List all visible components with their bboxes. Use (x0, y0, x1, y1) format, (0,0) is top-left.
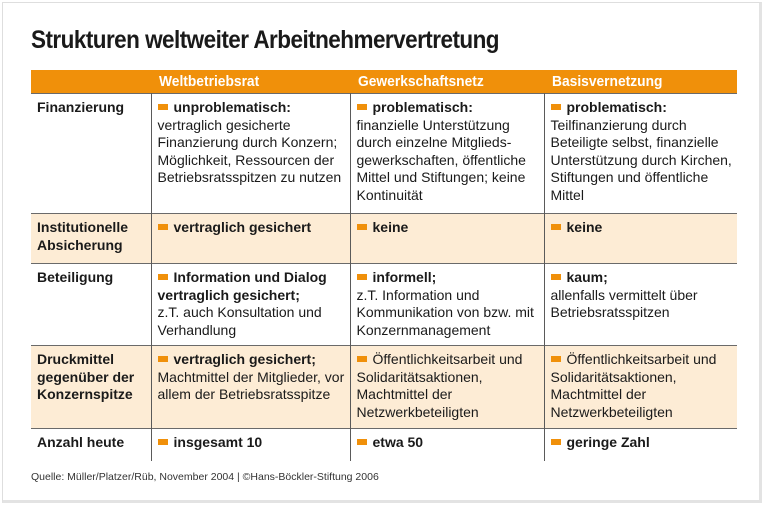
row-label: Beteiligung (37, 269, 114, 285)
bullet-icon (551, 274, 561, 280)
row-label: Anzahl heute (37, 434, 125, 450)
header-empty (31, 70, 151, 94)
table-row-beteiligung (31, 264, 737, 346)
table-row-druckmittel (31, 346, 737, 429)
bullet-icon (357, 439, 367, 445)
header-gewerkschaftsnetz: Gewerkschaftsnetz (350, 70, 544, 94)
table-cell: problematisch: finanzielle Unterstützung durch einzelne Mitgliedsgewerkschaften, öffentliche Mittel und Stiftungen; keine Kontinuität (350, 94, 544, 214)
header-basisvernetzung: Basisvernetzung (544, 70, 737, 94)
row-label: Institutionelle Absicherung (31, 214, 151, 264)
bullet-icon (158, 104, 168, 110)
table-cell: informell; z.T. Information und Kommunikation von bzw. mit Konzernmanagement (350, 264, 544, 346)
table-row-finanzierung (31, 94, 737, 214)
table-cell: vertraglich gesichert; Machtmittel der Mitglieder, vor allem der Betriebsratsspitze (151, 346, 350, 429)
bullet-icon (357, 274, 367, 280)
table-cell: unproblematisch: vertraglich gesicherte Finanzierung durch Konzern; Möglichkeit, Ressourcen der Betriebsratsspitzen zu nutzen (151, 94, 350, 214)
table-cell: keine (544, 214, 737, 264)
row-label: Druckmittel gegenüber der Konzernspitze (31, 346, 151, 429)
table-row-institutionelle-absicherung (31, 214, 737, 264)
table-cell: insgesamt 10 (151, 429, 350, 461)
row-label: Finanzierung (37, 99, 125, 115)
table-cell: keine (350, 214, 544, 264)
table-cell: kaum; allenfalls vermittelt über Betriebsratsspitzen (544, 264, 737, 346)
bullet-icon (158, 439, 168, 445)
table-header-row (31, 70, 737, 94)
header-weltbetriebsrat: Weltbetriebsrat (151, 70, 350, 94)
table-cell: Information und Dialog vertraglich gesichert; z.T. auch Konsultation und Verhandlung (151, 264, 350, 346)
bullet-icon (158, 356, 168, 362)
bullet-icon (357, 224, 367, 230)
page-title: Strukturen weltweiter Arbeitnehmervertretung (31, 26, 500, 54)
bullet-icon (551, 104, 561, 110)
table-cell: problematisch: Teilfinanzierung durch Beteiligte selbst, finanzielle Unterstützung durch Kirchen, Stiftungen und öffentliche Mittel (544, 94, 737, 214)
table-cell: vertraglich gesichert (151, 214, 350, 264)
source-credit: Quelle: Müller/Platzer/Rüb, November 2004 | ©Hans-Böckler-Stiftung 2006 (31, 471, 379, 483)
bullet-icon (551, 439, 561, 445)
bullet-icon (551, 356, 561, 362)
bullet-icon (158, 274, 168, 280)
table-cell: Öffentlichkeitsarbeit und Solidaritätsaktionen, Machtmittel der Netzwerkbeteiligten (350, 346, 544, 429)
bullet-icon (551, 224, 561, 230)
comparison-table (31, 70, 737, 461)
bullet-icon (158, 224, 168, 230)
bullet-icon (357, 104, 367, 110)
table-cell: etwa 50 (350, 429, 544, 461)
table-cell: Öffentlichkeitsarbeit und Solidaritätsaktionen, Machtmittel der Netzwerkbeteiligten (544, 346, 737, 429)
bullet-icon (357, 356, 367, 362)
table-cell: geringe Zahl (544, 429, 737, 461)
table-row-anzahl-heute (31, 429, 737, 461)
